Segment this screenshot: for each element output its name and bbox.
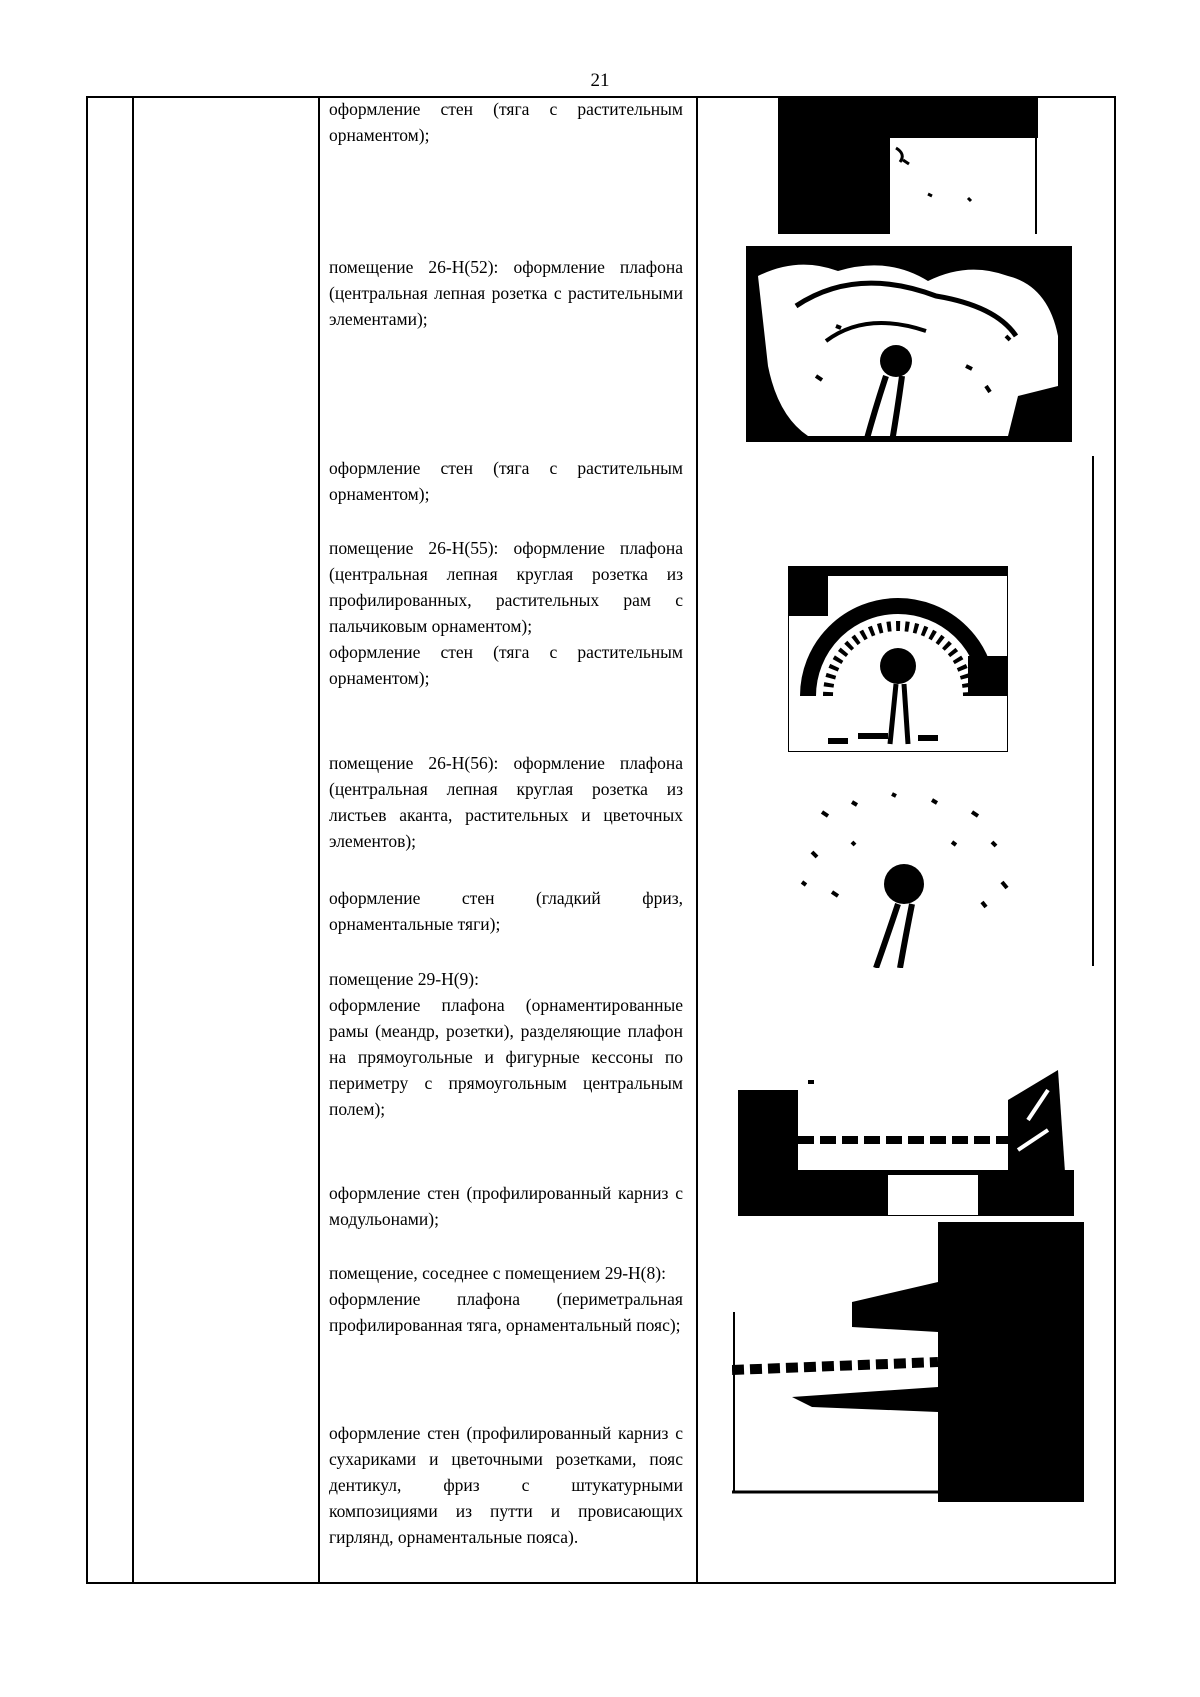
table-row [329, 750, 683, 854]
table-row [329, 1180, 683, 1232]
coffered-ceiling-photo [738, 1060, 1074, 1216]
column-divider-2 [318, 98, 320, 1582]
table-row [329, 966, 683, 1122]
entry-text: помещение 26-Н(56): оформление плафона (центральная лепная круглая розетка из листьев аканта, растительных и цветочных элементов); [329, 753, 683, 851]
entry-text: оформление стен (тяга с растительным орнаментом); [329, 458, 683, 504]
round-rosette-photo [788, 566, 1008, 752]
entry-text: оформление стен (гладкий фриз, орнаментальные тяги); [329, 888, 683, 934]
table-row [329, 885, 683, 937]
entry-text: помещение 29-Н(9): [329, 969, 479, 989]
entry-text: оформление стен (профилированный карниз с сухариками и цветочными розетками, пояс дентикул, фриз с штукатурными композициями из путти и провисающих гирлянд, орнаментальные пояса). [329, 1423, 683, 1547]
column-divider-1 [132, 98, 134, 1582]
side-rule [1092, 456, 1094, 966]
page-number: 21 [590, 70, 610, 91]
entry-text: помещение 26-Н(55): оформление плафона (центральная лепная круглая розетка из профилированных, растительных рам с пальчиковым орнаментом); [329, 538, 683, 636]
table-row [329, 254, 683, 332]
entry-text: оформление стен (тяга с растительным орнаментом); [329, 642, 683, 688]
acanthus-rosette-photo [792, 782, 1022, 968]
entry-text: оформление стен (профилированный карниз с модульонами); [329, 1183, 683, 1229]
ceiling-rosette-photo [746, 246, 1072, 442]
table-row [329, 1420, 683, 1550]
table-row [329, 535, 683, 691]
entry-text: оформление плафона (орнаментированные рамы (меандр, розетки), разделяющие плафон на прямоугольные и фигурные кессоны по периметру с прямоугольным центральным полем); [329, 995, 683, 1119]
table-row [329, 1260, 683, 1338]
wall-molding-photo [778, 98, 1038, 234]
entry-text: помещение 26-Н(52): оформление плафона (центральная лепная розетка с растительными элементами); [329, 257, 683, 329]
table-row [329, 455, 683, 507]
cornice-frieze-photo [732, 1222, 1084, 1502]
entry-text: помещение, соседнее с помещением 29-Н(8): [329, 1263, 666, 1283]
entry-text: оформление плафона (периметральная профилированная тяга, орнаментальный пояс); [329, 1289, 683, 1335]
table-row [329, 96, 683, 148]
column-divider-3 [696, 98, 698, 1582]
entry-text: оформление стен (тяга с растительным орнаментом); [329, 99, 683, 145]
